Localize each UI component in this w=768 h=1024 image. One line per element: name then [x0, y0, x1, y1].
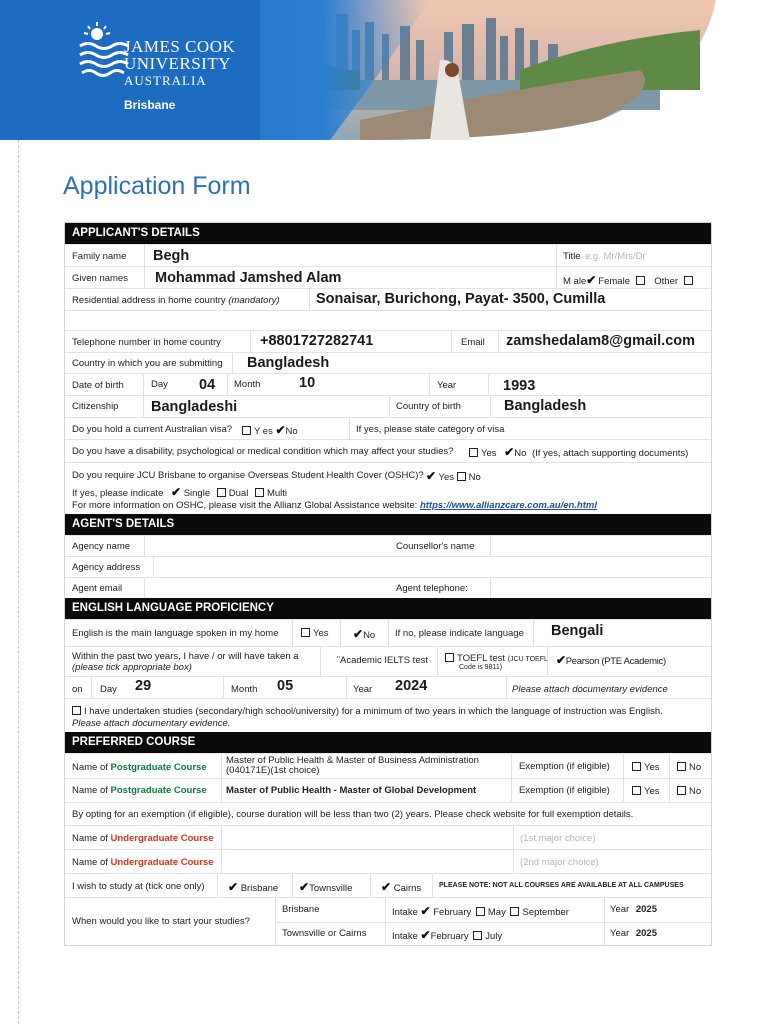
row1-may-label: May — [487, 907, 506, 918]
row1-february-checkmark-icon[interactable]: ✔ — [420, 904, 431, 918]
visa-no-checkmark-icon[interactable]: ✔ — [275, 423, 286, 437]
gender-female-checkbox[interactable] — [636, 276, 645, 285]
divider — [320, 647, 321, 676]
row-agency-address — [65, 556, 711, 577]
pg2-yes-label: Yes — [644, 786, 660, 797]
pte-option — [556, 653, 666, 667]
row-campus — [65, 873, 711, 897]
divider — [91, 677, 92, 698]
toefl-code-note: (JCU TOEFL — [507, 656, 548, 663]
telephone-value: +8801727282741 — [260, 333, 374, 349]
pg2-name-of: Name of — [72, 785, 108, 796]
main-language-no-checkmark-icon[interactable]: ✔ — [353, 627, 364, 641]
divider — [547, 647, 548, 676]
country-of-birth-label: Country of birth — [396, 401, 461, 412]
tick-note: (please tick appropriate box) — [72, 662, 192, 673]
row1-year-value: 2025 — [635, 904, 657, 915]
ug1-name-of: Name of — [72, 833, 108, 844]
divider — [556, 267, 557, 288]
gender-male-label: M ale — [563, 276, 587, 287]
row2-february-label: February — [430, 931, 469, 942]
pg1-yes-label: Yes — [644, 762, 660, 773]
oshc-dual-checkbox[interactable] — [217, 488, 226, 497]
row-address — [65, 288, 711, 310]
row-agent-email — [65, 577, 711, 598]
toefl-code-note-2: Code is 9811) — [459, 664, 503, 671]
toefl-checkbox[interactable] — [445, 653, 454, 662]
pg2-exemption-no — [677, 786, 701, 797]
toefl-label: TOEFL test — [457, 653, 506, 664]
row-telephone — [65, 330, 711, 352]
divider — [250, 331, 251, 352]
pg1-value-line2: (040171E)(1st choice) — [226, 765, 320, 776]
exemption-note: By opting for an exemption (if eligible), course duration will be less than two (2) years. Please check website for full exemption details. — [72, 809, 634, 820]
gender-other-checkbox[interactable] — [684, 276, 693, 285]
divider — [533, 620, 534, 646]
email-label: Email — [461, 337, 485, 348]
test-day-value: 29 — [135, 678, 152, 694]
divider — [370, 874, 371, 897]
pg1-name-of: Name of — [72, 762, 108, 773]
given-names-label: Given names — [72, 273, 128, 284]
oshc-yes-label: Yes — [438, 472, 455, 483]
oshc-single-checkmark-icon[interactable]: ✔ — [171, 485, 182, 499]
divider — [511, 754, 512, 778]
agency-name-label: Agency name — [72, 541, 131, 552]
test-day-label: Day — [100, 684, 117, 695]
disability-yes-label: Yes — [481, 448, 497, 459]
divider — [669, 779, 670, 802]
dob-label: Date of birth — [72, 380, 124, 391]
evidence-note: Please attach documentary evidence — [512, 684, 668, 695]
pte-label: Pearson (PTE Academic) — [565, 656, 666, 667]
disability-no-checkmark-icon[interactable]: ✔ — [504, 445, 515, 459]
campus-cairns — [381, 880, 421, 894]
divider — [437, 647, 438, 676]
gender-male-checkmark-icon[interactable]: ✔ — [586, 273, 597, 287]
divider — [498, 331, 499, 352]
page-edge-dashed — [18, 140, 19, 1024]
row1-september-label: September — [522, 907, 569, 918]
family-name-label: Family name — [72, 251, 127, 262]
address-label-text: Residential address in home country — [72, 295, 226, 306]
divider — [221, 754, 222, 778]
divider — [556, 245, 557, 266]
oshc-question: Do you require JCU Brisbane to organise Overseas Student Health Cover (OSHC)? — [72, 470, 424, 481]
campus-townsville — [299, 880, 352, 894]
row-english-studies — [65, 698, 711, 732]
english-studies-note: Please attach documentary evidence. — [72, 718, 231, 729]
agency-address-label: Agency address — [72, 562, 141, 573]
ielts-option — [337, 655, 428, 666]
pg2-yes-checkbox[interactable] — [632, 786, 641, 795]
oshc-info-row — [72, 500, 597, 511]
divider — [346, 677, 347, 698]
visa-question: Do you hold a current Australian visa? — [72, 424, 233, 435]
country-submitting-label: Country in which you are submitting — [72, 358, 223, 369]
divider — [511, 779, 512, 802]
pte-checkmark-icon[interactable]: ✔ — [556, 653, 566, 667]
agent-email-label: Agent email — [72, 583, 123, 594]
dob-month-value: 10 — [299, 375, 316, 391]
page-title: Application Form — [63, 172, 251, 200]
oshc-options — [426, 469, 481, 483]
row-postgraduate-1 — [65, 753, 711, 778]
divider — [309, 289, 310, 310]
address-value: Sonaisar, Burichong, Payat- 3500, Cumilla — [316, 291, 606, 307]
divider — [513, 826, 514, 849]
citizenship-label: Citizenship — [72, 401, 119, 412]
divider — [623, 779, 624, 802]
row1-september-checkbox[interactable] — [510, 907, 519, 916]
divider — [340, 620, 341, 646]
divider — [451, 331, 452, 352]
agent-telephone-label: Agent telephone: — [396, 583, 468, 594]
divider — [506, 677, 507, 698]
divider — [292, 620, 293, 646]
dob-year-label: Year — [437, 380, 457, 391]
divider — [669, 754, 670, 778]
ug2-undergraduate-course: Undergraduate Course — [110, 857, 214, 868]
oshc-no-label: No — [468, 472, 481, 483]
row-english-test — [65, 646, 711, 676]
campus-name: Brisbane — [124, 98, 176, 112]
family-name-field[interactable] — [144, 245, 556, 266]
row-date-of-birth — [65, 373, 711, 395]
row-exemption-note — [65, 802, 711, 825]
test-on-label: on — [72, 684, 83, 695]
row-country-submitting — [65, 352, 711, 373]
row-given-names — [65, 266, 711, 288]
cairns-checkmark-icon[interactable]: ✔ — [381, 880, 392, 894]
row1-february-label: February — [433, 907, 472, 918]
section-course-header: PREFERRED COURSE — [65, 732, 711, 753]
brisbane-label: Brisbane — [240, 883, 279, 894]
logo-line-2: UNIVERSITY — [124, 54, 231, 73]
row1-year-label: Year — [610, 904, 630, 915]
row-address-continued[interactable] — [65, 310, 711, 330]
start-row2-campus: Townsville or Cairns — [282, 928, 367, 939]
divider — [513, 850, 514, 873]
address-label — [72, 295, 280, 306]
oshc-no-checkbox[interactable] — [457, 472, 466, 481]
divider — [227, 374, 228, 395]
pg1-postgraduate-course: Postgraduate Course — [110, 762, 207, 773]
divider — [389, 396, 390, 417]
ug2-name-of: Name of — [72, 857, 108, 868]
visa-yes-label: Y es — [254, 426, 273, 437]
main-language-yes-label: Yes — [313, 628, 329, 639]
pg1-exemption-label: Exemption (if eligible) — [519, 761, 610, 772]
pg2-exemption-label: Exemption (if eligible) — [519, 785, 610, 796]
row-test-date — [65, 676, 711, 698]
oshc-indicate-label: If yes, please indicate — [72, 488, 164, 499]
divider — [143, 374, 144, 395]
main-language-yes — [301, 628, 329, 639]
oshc-dual-label: Dual — [228, 488, 249, 499]
ug2-label — [72, 857, 213, 868]
ug2-field[interactable] — [221, 850, 513, 873]
start-question: When would you like to start your studies? — [72, 916, 250, 927]
section-applicant-header: APPLICANT'S DETAILS — [65, 223, 711, 244]
divider — [385, 898, 386, 945]
language-value: Bengali — [551, 623, 604, 639]
divider — [349, 418, 350, 439]
ug1-placeholder[interactable]: (1st major choice) — [520, 833, 596, 844]
section-english-header: ENGLISH LANGUAGE PROFICIENCY — [65, 598, 711, 619]
address-mandatory-note: (mandatory) — [228, 295, 280, 306]
oshc-indicate-row — [72, 485, 287, 499]
pg2-postgraduate-course: Postgraduate Course — [110, 785, 207, 796]
oshc-multi-label: Multi — [266, 488, 288, 499]
agent-email-field[interactable] — [144, 578, 389, 598]
pg1-no-checkbox[interactable] — [677, 762, 686, 771]
test-year-value: 2024 — [395, 678, 428, 694]
divider — [490, 396, 491, 417]
university-logo-text — [124, 38, 235, 87]
visa-yes-checkbox[interactable] — [242, 426, 251, 435]
dob-month-label: Month — [234, 379, 261, 390]
row-citizenship — [65, 395, 711, 417]
toefl-option — [445, 653, 548, 664]
banner-graphic — [0, 0, 768, 140]
gender-female-label: Female — [598, 276, 630, 287]
test-month-label: Month — [231, 684, 258, 695]
disability-yes-checkbox[interactable] — [469, 448, 478, 457]
oshc-yes-checkmark-icon[interactable]: ✔ — [426, 469, 437, 483]
start-row2-intake — [392, 928, 502, 942]
allianz-link[interactable]: https://www.allianzcare.com.au/en.html — [419, 500, 597, 511]
english-studies-text: I have undertaken studies (secondary/high school/university) for a minimum of two years in which the language of instruction was English. — [84, 706, 663, 717]
row-undergraduate-1 — [65, 825, 711, 849]
oshc-info-text: For more information on OSHC, please visit the Allianz Global Assistance website: — [72, 500, 418, 511]
pg1-no-label: No — [689, 762, 702, 773]
pg1-label — [72, 762, 207, 773]
pg2-no-label: No — [689, 786, 702, 797]
oshc-multi-checkbox[interactable] — [255, 488, 264, 497]
row-postgraduate-2 — [65, 778, 711, 802]
english-studies-statement — [72, 706, 663, 717]
pg1-value-line1: Master of Public Health & Master of Business Administration — [226, 755, 479, 766]
counsellor-name-field[interactable] — [490, 536, 712, 556]
visa-options — [242, 423, 298, 437]
main-language-yes-checkbox[interactable] — [301, 628, 310, 637]
ielts-label: Academic IELTS test — [340, 655, 428, 666]
counsellor-name-label: Counsellor's name — [396, 541, 475, 552]
divider — [488, 374, 489, 395]
brisbane-checkmark-icon[interactable]: ✔ — [228, 880, 239, 894]
ug1-label — [72, 833, 213, 844]
row1-intake-label: Intake — [392, 907, 418, 918]
main-language-question: English is the main language spoken in my home — [72, 628, 279, 639]
start-row1-campus: Brisbane — [282, 904, 320, 915]
title-label: Title — [563, 251, 581, 262]
row-family-name — [65, 244, 711, 266]
campus-question: I wish to study at (tick one only) — [72, 881, 205, 892]
row-start-studies — [65, 897, 711, 945]
row2-july-checkbox[interactable] — [473, 931, 482, 940]
agency-address-field[interactable] — [153, 557, 712, 577]
divider — [429, 374, 430, 395]
dob-day-value: 04 — [199, 377, 216, 393]
divider — [232, 353, 233, 373]
header-banner — [0, 0, 768, 140]
start-row1-intake — [392, 904, 569, 918]
citizenship-value: Bangladeshi — [151, 399, 238, 415]
given-names-value: Mohammad Jamshed Alam — [155, 270, 342, 286]
disability-question: Do you have a disability, psychological or medical condition which may affect your studies? — [72, 446, 454, 457]
country-submitting-value: Bangladesh — [247, 355, 330, 371]
oshc-single-label: Single — [183, 488, 211, 499]
english-test-question: Within the past two years, I have / or will have taken a — [72, 651, 299, 662]
country-of-birth-value: Bangladesh — [504, 398, 587, 414]
row-main-language — [65, 619, 711, 646]
row2-year-label: Year — [610, 928, 630, 939]
row2-july-label: July — [485, 931, 503, 942]
divider — [144, 267, 145, 288]
start-row1-year — [610, 904, 657, 915]
disability-options — [469, 445, 688, 459]
ug1-field[interactable] — [221, 826, 513, 849]
row-agency-name — [65, 535, 711, 556]
divider — [221, 779, 222, 802]
row-visa — [65, 417, 711, 439]
test-year-label: Year — [353, 684, 373, 695]
row-disability — [65, 439, 711, 462]
agency-name-field[interactable] — [144, 536, 389, 556]
row2-february-checkmark-icon[interactable]: ✔ — [420, 928, 431, 942]
disability-no-label: No — [514, 448, 527, 459]
divider — [223, 677, 224, 698]
telephone-label: Telephone number in home country — [72, 337, 221, 348]
divider — [388, 620, 389, 646]
pg1-exemption-no — [677, 762, 701, 773]
section-agent-header: AGENT'S DETAILS — [65, 514, 711, 535]
dob-day-label: Day — [151, 379, 168, 390]
pg2-exemption-yes — [632, 786, 660, 797]
start-row2-year — [610, 928, 657, 939]
row-oshc — [65, 462, 711, 514]
row2-year-value: 2025 — [635, 928, 657, 939]
ielts-mark-icon[interactable]: ¨ — [337, 655, 340, 665]
main-language-no — [353, 627, 375, 641]
pg2-label — [72, 785, 207, 796]
row1-may-checkbox[interactable] — [476, 907, 485, 916]
townsville-label: Townsville — [309, 883, 353, 894]
english-studies-checkbox[interactable] — [72, 706, 81, 715]
start-divider — [275, 922, 711, 923]
row2-intake-label: Intake — [392, 931, 418, 942]
agent-telephone-field[interactable] — [490, 578, 712, 598]
ug2-placeholder[interactable]: (2nd major choice) — [520, 857, 599, 868]
divider — [143, 396, 144, 417]
ug1-undergraduate-course: Undergraduate Course — [110, 833, 214, 844]
email-value: zamshedalam8@gmail.com — [506, 333, 696, 349]
divider — [432, 874, 433, 897]
divider — [292, 874, 293, 897]
row-undergraduate-2 — [65, 849, 711, 873]
main-language-no-label: No — [363, 630, 376, 641]
campus-brisbane — [228, 880, 278, 894]
divider — [604, 898, 605, 945]
cairns-label: Cairns — [393, 883, 422, 894]
divider — [217, 874, 218, 897]
visa-no-label: No — [285, 426, 298, 437]
townsville-checkmark-icon[interactable]: ✔ — [299, 880, 310, 894]
pg1-exemption-yes — [632, 762, 660, 773]
logo-line-1: JAMES COOK — [124, 37, 236, 56]
title-placeholder[interactable]: e.g. Mr/Mrs/Dr — [585, 251, 646, 262]
visa-category-label: If yes, please state category of visa — [356, 424, 505, 435]
logo-line-3: AUSTRALIA — [124, 73, 207, 88]
dob-year-value: 1993 — [503, 378, 536, 394]
gender-other-label: Other — [654, 276, 679, 287]
test-month-value: 05 — [277, 678, 294, 694]
indicate-language-label: If no, please indicate language — [395, 628, 524, 639]
disability-note: (If yes, attach supporting documents) — [532, 448, 689, 459]
divider — [623, 754, 624, 778]
gender-options — [563, 273, 696, 287]
campus-note: PLEASE NOTE: NOT ALL COURSES ARE AVAILABLE AT ALL CAMPUSES — [439, 882, 684, 889]
pg2-value: Master of Public Health - Master of Global Development — [226, 785, 477, 796]
pg1-yes-checkbox[interactable] — [632, 762, 641, 771]
pg2-no-checkbox[interactable] — [677, 786, 686, 795]
application-form — [64, 222, 712, 946]
family-name-value: Begh — [153, 248, 190, 264]
